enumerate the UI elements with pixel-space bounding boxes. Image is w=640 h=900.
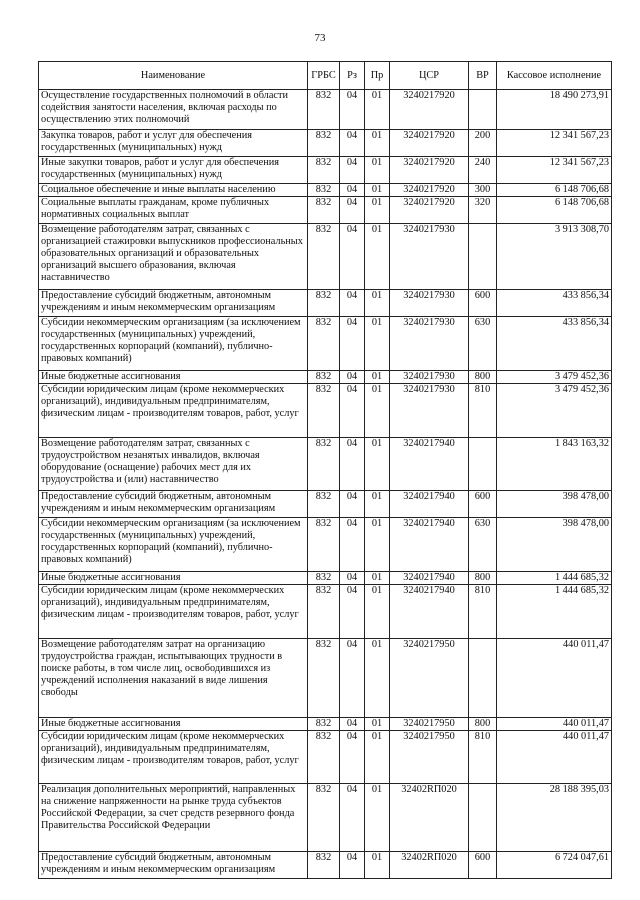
cell-name: Реализация дополнительных мероприятий, направленных на снижение напряженности на рынке труда субъектов Российской Федерации, за счет средств резервного фонда Правительства Российской Федерации	[39, 784, 308, 852]
cell-amount: 18 490 273,91	[497, 90, 612, 130]
cell-grbs: 832	[308, 317, 340, 371]
cell-pr: 01	[365, 438, 390, 491]
cell-name: Закупка товаров, работ и услуг для обеспечения государственных (муниципальных) нужд	[39, 130, 308, 157]
cell-amount: 433 856,34	[497, 290, 612, 317]
cell-grbs: 832	[308, 718, 340, 731]
cell-pr: 01	[365, 384, 390, 438]
cell-name: Предоставление субсидий бюджетным, автономным учреждениям и иным некоммерческим организациям	[39, 852, 308, 879]
cell-grbs: 832	[308, 384, 340, 438]
cell-grbs: 832	[308, 731, 340, 784]
cell-amount: 1 843 163,32	[497, 438, 612, 491]
cell-name: Иные бюджетные ассигнования	[39, 718, 308, 731]
table-row	[39, 371, 612, 384]
cell-rz: 04	[340, 90, 365, 130]
table-row	[39, 90, 612, 130]
header-name: Наименование	[39, 62, 308, 90]
table-row	[39, 317, 612, 371]
cell-vr: 630	[469, 317, 497, 371]
cell-csr: 3240217940	[390, 572, 469, 585]
cell-name: Возмещение работодателям затрат, связанных с организацией стажировки выпускников профессиональных образовательных организаций и образовательных организаций высшего образования, включая наставничество	[39, 224, 308, 290]
table-row	[39, 184, 612, 197]
cell-vr	[469, 90, 497, 130]
table-row	[39, 518, 612, 572]
cell-rz: 04	[340, 290, 365, 317]
cell-csr: 3240217930	[390, 317, 469, 371]
cell-vr	[469, 784, 497, 852]
cell-amount: 440 011,47	[497, 639, 612, 718]
cell-vr: 320	[469, 197, 497, 224]
table-body	[39, 90, 612, 879]
cell-vr: 600	[469, 852, 497, 879]
cell-amount: 1 444 685,32	[497, 585, 612, 639]
cell-rz: 04	[340, 639, 365, 718]
cell-name: Субсидии юридическим лицам (кроме некоммерческих организаций), индивидуальным предпринимателям, физическим лицам - производителям товаров, работ, услуг	[39, 585, 308, 639]
cell-rz: 04	[340, 731, 365, 784]
cell-pr: 01	[365, 157, 390, 184]
cell-vr: 630	[469, 518, 497, 572]
budget-execution-table	[38, 61, 612, 879]
cell-rz: 04	[340, 718, 365, 731]
cell-grbs: 832	[308, 130, 340, 157]
table-row	[39, 585, 612, 639]
table-row	[39, 491, 612, 518]
cell-pr: 01	[365, 184, 390, 197]
cell-pr: 01	[365, 731, 390, 784]
cell-pr: 01	[365, 317, 390, 371]
cell-name: Иные бюджетные ассигнования	[39, 572, 308, 585]
table-row	[39, 572, 612, 585]
cell-name: Предоставление субсидий бюджетным, автономным учреждениям и иным некоммерческим организациям	[39, 491, 308, 518]
table-row	[39, 718, 612, 731]
cell-csr: 3240217930	[390, 384, 469, 438]
cell-rz: 04	[340, 317, 365, 371]
cell-rz: 04	[340, 784, 365, 852]
cell-grbs: 832	[308, 224, 340, 290]
cell-name: Предоставление субсидий бюджетным, автономным учреждениям и иным некоммерческим организациям	[39, 290, 308, 317]
table-row	[39, 784, 612, 852]
cell-amount: 398 478,00	[497, 491, 612, 518]
cell-grbs: 832	[308, 639, 340, 718]
cell-grbs: 832	[308, 438, 340, 491]
cell-amount: 440 011,47	[497, 731, 612, 784]
cell-vr: 810	[469, 585, 497, 639]
cell-csr: 32402RП020	[390, 852, 469, 879]
cell-grbs: 832	[308, 784, 340, 852]
cell-rz: 04	[340, 438, 365, 491]
cell-amount: 6 724 047,61	[497, 852, 612, 879]
cell-grbs: 832	[308, 585, 340, 639]
cell-vr: 300	[469, 184, 497, 197]
cell-grbs: 832	[308, 157, 340, 184]
cell-pr: 01	[365, 572, 390, 585]
cell-rz: 04	[340, 491, 365, 518]
cell-rz: 04	[340, 184, 365, 197]
cell-vr: 200	[469, 130, 497, 157]
table-row	[39, 639, 612, 718]
cell-pr: 01	[365, 585, 390, 639]
cell-vr: 800	[469, 371, 497, 384]
cell-name: Социальное обеспечение и иные выплаты населению	[39, 184, 308, 197]
cell-pr: 01	[365, 518, 390, 572]
cell-csr: 3240217950	[390, 718, 469, 731]
cell-grbs: 832	[308, 290, 340, 317]
header-pr: Пр	[365, 62, 390, 90]
header-grbs: ГРБС	[308, 62, 340, 90]
cell-csr: 3240217940	[390, 585, 469, 639]
cell-csr: 3240217940	[390, 491, 469, 518]
cell-csr: 3240217920	[390, 90, 469, 130]
cell-csr: 3240217920	[390, 197, 469, 224]
cell-amount: 28 188 395,03	[497, 784, 612, 852]
cell-amount: 398 478,00	[497, 518, 612, 572]
cell-grbs: 832	[308, 518, 340, 572]
cell-csr: 3240217930	[390, 290, 469, 317]
cell-grbs: 832	[308, 491, 340, 518]
cell-csr: 3240217920	[390, 130, 469, 157]
cell-pr: 01	[365, 718, 390, 731]
cell-amount: 3 479 452,36	[497, 384, 612, 438]
table-row	[39, 731, 612, 784]
cell-csr: 3240217950	[390, 731, 469, 784]
cell-vr: 810	[469, 384, 497, 438]
cell-rz: 04	[340, 157, 365, 184]
cell-name: Субсидии некоммерческим организациям (за исключением государственных (муниципальных) учреждений, государственных корпораций (компаний), публично-правовых компаний)	[39, 317, 308, 371]
cell-rz: 04	[340, 224, 365, 290]
table-row	[39, 224, 612, 290]
cell-name: Возмещение работодателям затрат на организацию трудоустройства граждан, испытывающих трудности в поиске работы, в том числе лиц, освободившихся из учреждений исполнения наказаний в виде лишения свободы	[39, 639, 308, 718]
header-csr: ЦСР	[390, 62, 469, 90]
cell-csr: 32402RП020	[390, 784, 469, 852]
cell-csr: 3240217930	[390, 371, 469, 384]
cell-rz: 04	[340, 518, 365, 572]
header-amount: Кассовое исполнение	[497, 62, 612, 90]
table-row	[39, 290, 612, 317]
cell-grbs: 832	[308, 197, 340, 224]
cell-grbs: 832	[308, 371, 340, 384]
cell-rz: 04	[340, 572, 365, 585]
cell-csr: 3240217940	[390, 518, 469, 572]
header-vr: ВР	[469, 62, 497, 90]
cell-name: Субсидии юридическим лицам (кроме некоммерческих организаций), индивидуальным предпринимателям, физическим лицам - производителям товаров, работ, услуг	[39, 384, 308, 438]
cell-amount: 12 341 567,23	[497, 157, 612, 184]
cell-grbs: 832	[308, 852, 340, 879]
cell-rz: 04	[340, 197, 365, 224]
cell-name: Социальные выплаты гражданам, кроме публичных нормативных социальных выплат	[39, 197, 308, 224]
cell-grbs: 832	[308, 572, 340, 585]
cell-pr: 01	[365, 371, 390, 384]
cell-vr: 810	[469, 731, 497, 784]
cell-amount: 433 856,34	[497, 317, 612, 371]
cell-grbs: 832	[308, 184, 340, 197]
cell-name: Осуществление государственных полномочий в области содействия занятости населения, включая расходы по осуществлению этих полномочий	[39, 90, 308, 130]
cell-pr: 01	[365, 197, 390, 224]
table-row	[39, 852, 612, 879]
cell-grbs: 832	[308, 90, 340, 130]
cell-pr: 01	[365, 224, 390, 290]
cell-name: Субсидии юридическим лицам (кроме некоммерческих организаций), индивидуальным предпринимателям, физическим лицам - производителям товаров, работ, услуг	[39, 731, 308, 784]
cell-vr: 600	[469, 491, 497, 518]
table-row	[39, 157, 612, 184]
cell-csr: 3240217920	[390, 184, 469, 197]
cell-pr: 01	[365, 130, 390, 157]
page-number: 73	[314, 32, 326, 44]
cell-csr: 3240217930	[390, 224, 469, 290]
cell-amount: 12 341 567,23	[497, 130, 612, 157]
cell-pr: 01	[365, 491, 390, 518]
cell-amount: 1 444 685,32	[497, 572, 612, 585]
cell-csr: 3240217940	[390, 438, 469, 491]
cell-vr: 600	[469, 290, 497, 317]
table-row	[39, 197, 612, 224]
cell-rz: 04	[340, 852, 365, 879]
cell-vr	[469, 224, 497, 290]
cell-amount: 6 148 706,68	[497, 184, 612, 197]
cell-vr	[469, 639, 497, 718]
cell-csr: 3240217920	[390, 157, 469, 184]
cell-amount: 3 913 308,70	[497, 224, 612, 290]
cell-pr: 01	[365, 90, 390, 130]
cell-name: Субсидии некоммерческим организациям (за исключением государственных (муниципальных) учреждений, государственных корпораций (компаний), публично-правовых компаний)	[39, 518, 308, 572]
header-rz: Рз	[340, 62, 365, 90]
cell-csr: 3240217950	[390, 639, 469, 718]
cell-rz: 04	[340, 130, 365, 157]
cell-pr: 01	[365, 290, 390, 317]
cell-amount: 3 479 452,36	[497, 371, 612, 384]
cell-amount: 440 011,47	[497, 718, 612, 731]
cell-pr: 01	[365, 639, 390, 718]
cell-vr	[469, 438, 497, 491]
table-row	[39, 384, 612, 438]
cell-name: Иные закупки товаров, работ и услуг для обеспечения государственных (муниципальных) нужд	[39, 157, 308, 184]
table-row	[39, 438, 612, 491]
cell-vr: 800	[469, 718, 497, 731]
cell-rz: 04	[340, 585, 365, 639]
table-header	[39, 62, 612, 90]
cell-name: Иные бюджетные ассигнования	[39, 371, 308, 384]
cell-vr: 800	[469, 572, 497, 585]
cell-name: Возмещение работодателям затрат, связанных с трудоустройством незанятых инвалидов, включая оборудование (оснащение) рабочих мест для их трудоустройства и (или) наставничество	[39, 438, 308, 491]
cell-pr: 01	[365, 852, 390, 879]
cell-rz: 04	[340, 371, 365, 384]
cell-rz: 04	[340, 384, 365, 438]
table-row	[39, 130, 612, 157]
cell-vr: 240	[469, 157, 497, 184]
cell-amount: 6 148 706,68	[497, 197, 612, 224]
cell-pr: 01	[365, 784, 390, 852]
